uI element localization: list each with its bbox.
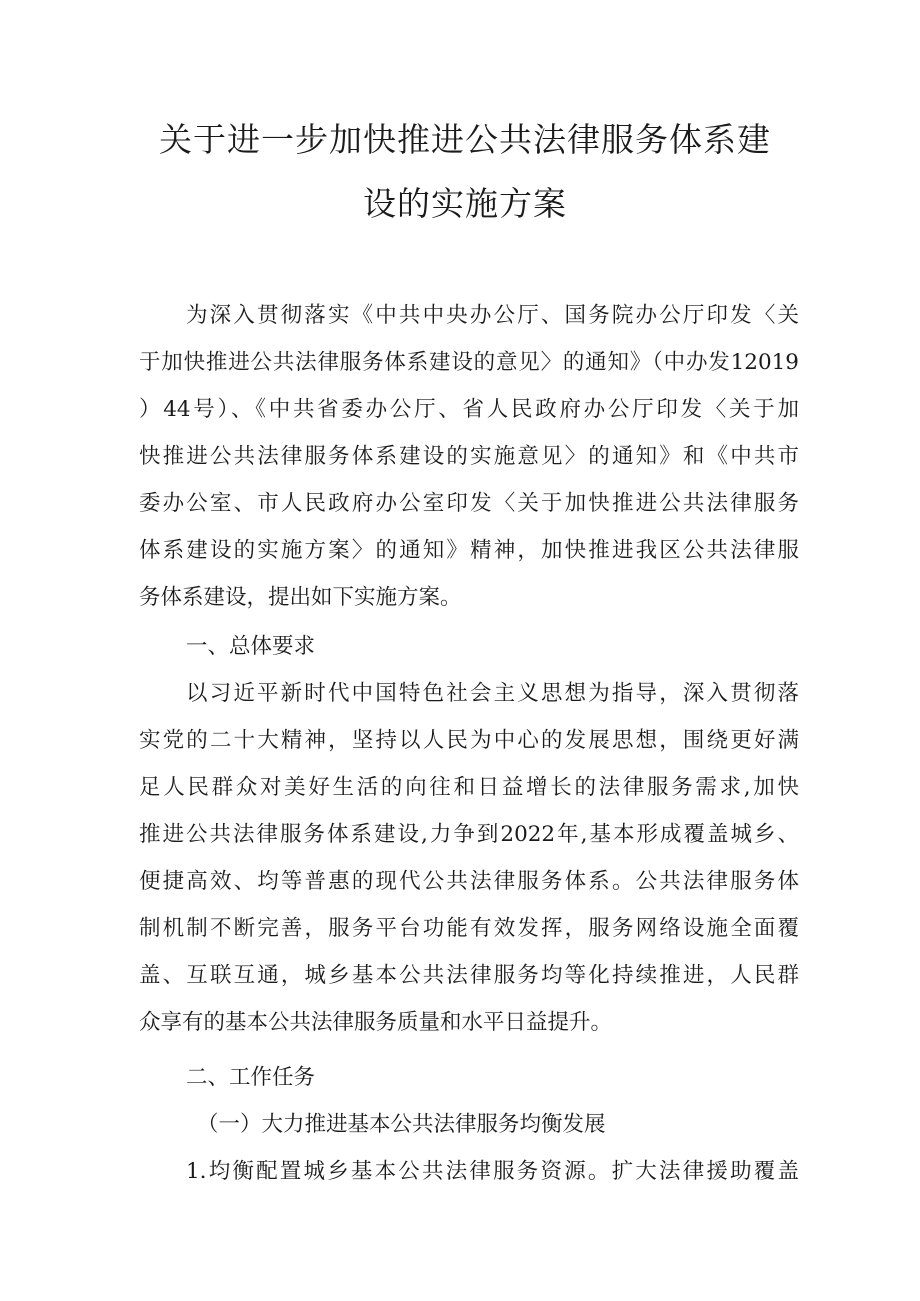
document-title-line-2: 设的实施方案 [363,184,567,223]
body-line: 制机制不断完善，服务平台功能有效发挥，服务网络设施全面覆 [139,916,799,941]
body-line: 以习近平新时代中国特色社会主义思想为指导，深入贯彻落 [186,681,799,706]
section-heading-general-requirements: 一、总体要求 [186,634,316,659]
body-line: 足人民群众对美好生活的向往和日益增长的法律服务需求,加快 [139,775,799,800]
body-line: 推进公共法律服务体系建设,力争到2022年,基本形成覆盖城乡、 [139,822,799,847]
intro-line: 快推进公共法律服务体系建设的实施意见〉的通知》和《中共市 [139,444,799,469]
body-line: 盖、互联互通，城乡基本公共法律服务均等化持续推进，人民群 [139,963,799,988]
intro-line: 为深入贯彻落实《中共中央办公厅、国务院办公厅印发〈关 [186,303,799,328]
body-line: 实党的二十大精神，坚持以人民为中心的发展思想，围绕更好满 [139,728,799,753]
body-line: 便捷高效、均等普惠的现代公共法律服务体系。公共法律服务体 [139,869,799,894]
item-1-line: 1.均衡配置城乡基本公共法律服务资源。扩大法律援助覆盖 [186,1159,799,1184]
intro-line: ）44号）、《中共省委办公厅、省人民政府办公厅印发〈关于加 [139,397,799,422]
intro-line: 务体系建设，提出如下实施方案。 [139,585,462,610]
general-requirements-paragraph [139,670,799,1046]
body-line: 众享有的基本公共法律服务质量和水平日益提升。 [139,1010,613,1035]
section-heading-work-tasks: 二、工作任务 [186,1065,316,1090]
intro-paragraph [139,292,799,621]
document-title-line-1: 关于进一步加快推进公共法律服务体系建 [159,120,771,159]
intro-line: 委办公室、市人民政府办公室印发〈关于加快推进公共法律服务 [139,491,799,516]
intro-line: 体系建设的实施方案〉的通知》精神，加快推进我区公共法律服 [139,538,799,563]
subsection-heading-1: （一）大力推进基本公共法律服务均衡发展 [197,1112,606,1137]
intro-line: 于加快推进公共法律服务体系建设的意见〉的通知》（中办发12019 [139,350,799,375]
